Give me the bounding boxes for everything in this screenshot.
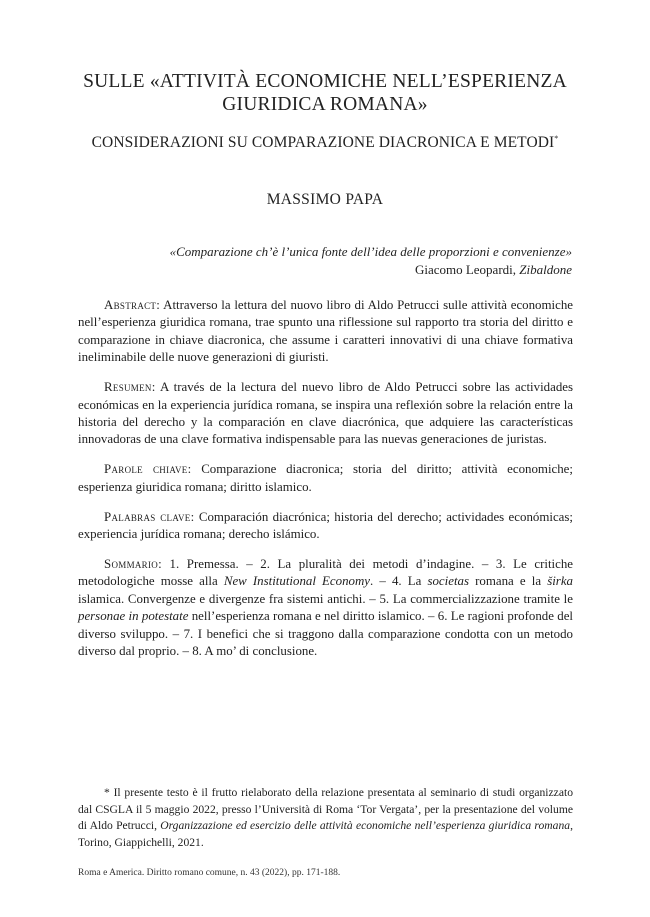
sommario-text-1: 1. Premessa. – 2. La pluralità dei metodi d’indagine. – 3. Le critiche metodologiche mosse alla — [78, 556, 573, 589]
footnote-text-1: Il presente testo è il frutto rielaborato della relazione presentata al seminario di studi organizzato dal CSGLA il 5 maggio 2022, presso l’Università di Roma ‘Tor Vergata’, per la presentazione del volume di Aldo Petrucci, — [78, 786, 573, 832]
article-subtitle — [60, 133, 590, 152]
resumen-paragraph — [78, 379, 573, 449]
epigraph-quote: «Comparazione ch’è l’unica fonte dell’idea delle proporzioni e convenienze» — [169, 244, 572, 259]
sommario-text-4: islamica. Convergenze e divergenze fra sistemi antichi. – 5. La commercializzazione tramite le — [78, 591, 573, 606]
abstract-label: Abstract: — [104, 298, 161, 312]
footnote — [78, 785, 573, 851]
sommario-italic-1: New Institutional Economy — [223, 574, 371, 589]
palabras-clave-paragraph — [78, 509, 573, 544]
sommario-text-5: nell’esperienza romana e nel diritto islamico. – 6. Le ragioni profonde del diverso sviluppo. – 7. I benefici che si traggono dalla comparazione condotta con un metodo diverso dal proprio. – 8. A mo’ di conclusione. — [78, 609, 573, 658]
article-title — [60, 70, 590, 116]
epigraph — [170, 243, 572, 279]
parole-chiave-paragraph — [78, 461, 573, 496]
footnote-text-2: , Torino, Giappichelli, 2021. — [78, 819, 573, 849]
epigraph-work: Zibaldone — [519, 262, 572, 277]
footnote-book-title: Organizzazione ed esercizio delle attività economiche nell’esperienza giuridica romana — [160, 819, 571, 832]
parole-chiave-text: Comparazione diacronica; storia del diritto; attività economiche; esperienza giuridica romana; diritto islamico. — [78, 462, 573, 494]
parole-chiave-label: Parole chiave: — [104, 462, 192, 477]
sommario-text-3: romana e la — [469, 574, 548, 589]
journal-footer: Roma e America. Diritto romano comune, n. 43 (2022), pp. 171-188. — [78, 868, 341, 878]
front-matter — [78, 297, 573, 673]
footnote-reference[interactable]: * — [554, 133, 559, 143]
sommario-label: Sommario: — [104, 556, 162, 571]
abstract-text: Attraverso la lettura del nuovo libro di Aldo Petrucci sulle attività economiche nell’esperienza giuridica romana, trae spunto una riflessione sul rapporto tra storia del diritto e comparazione in chiave diacronica, che assume i caratteri innovativi di una chiave formativa ineliminabile delle nuove generazioni di giuristi. — [78, 298, 573, 365]
sommario-italic-2: societas — [427, 574, 469, 589]
sommario-text-2: . – 4. La — [370, 574, 428, 589]
sommario-italic-4: personae in potestate — [78, 609, 189, 624]
title-line-2: GIURIDICA ROMANA» — [222, 94, 428, 115]
sommario-italic-3: širka — [547, 574, 573, 589]
resumen-text: A través de la lectura del nuevo libro de Aldo Petrucci sobre las actividades económicas en la experiencia jurídica romana, se inspira una reflexión sobre la relación entre la historia del derecho y la comparación en clave diacrónica, que adquiere las características innovadoras de una clave formativa indispensable para las nuevas generaciones de juristas. — [78, 380, 573, 447]
resumen-label: Resumen: — [104, 380, 156, 395]
epigraph-author: Giacomo Leopardi, — [414, 262, 520, 277]
palabras-clave-label: Palabras clave: — [104, 509, 195, 524]
abstract-paragraph — [78, 297, 573, 367]
subtitle-text: CONSIDERAZIONI SU COMPARAZIONE DIACRONICA E METODI — [91, 134, 555, 151]
title-line-1: SULLE «ATTIVITÀ ECONOMICHE NELL’ESPERIENZA — [83, 71, 567, 92]
author-name: MASSIMO PAPA — [266, 191, 384, 208]
epigraph-attribution — [170, 261, 572, 279]
palabras-clave-text: Comparación diacrónica; historia del derecho; actividades económicas; experiencia jurídica romana; derecho islámico. — [78, 509, 573, 541]
footnote-paragraph — [78, 785, 573, 851]
sommario-paragraph — [78, 556, 573, 660]
footnote-mark: * — [104, 786, 110, 799]
